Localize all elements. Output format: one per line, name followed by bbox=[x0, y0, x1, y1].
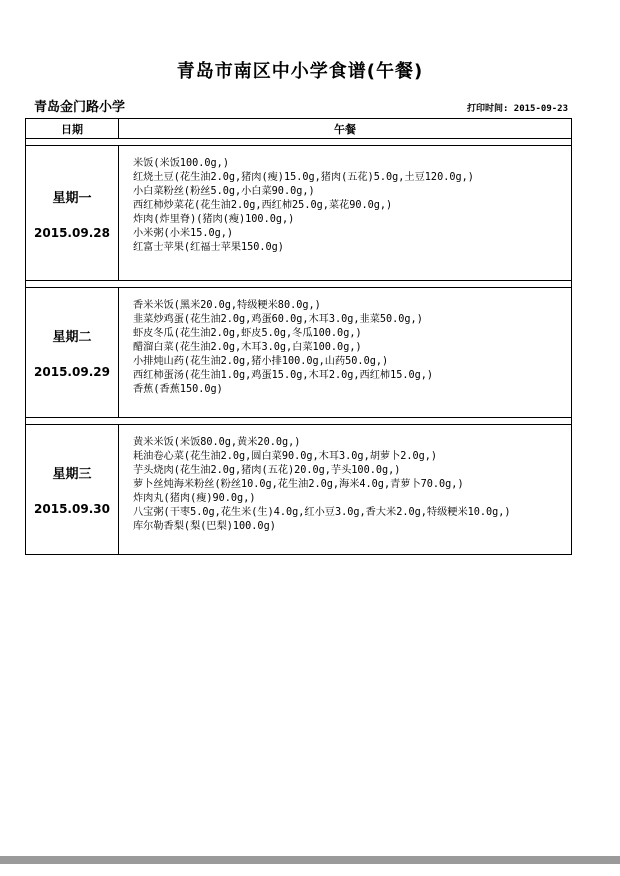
menu-item: 虾皮冬瓜(花生油2.0g,虾皮5.0g,冬瓜100.0g,) bbox=[133, 328, 362, 339]
page-title: 青岛市南区中小学食谱(午餐) bbox=[176, 61, 424, 82]
viewer-bottom-scrollbar[interactable] bbox=[0, 856, 620, 864]
menu-item: 芋头烧肉(花生油2.0g,猪肉(五花)20.0g,芋头100.0g,) bbox=[133, 465, 401, 476]
menu-item: 库尔勒香梨(梨(巴梨)100.0g) bbox=[133, 521, 276, 532]
menu-item: 西红柿炒菜花(花生油2.0g,西红柿25.0g,菜花90.0g,) bbox=[133, 200, 393, 211]
menu-item: 黄米米饭(米饭80.0g,黄米20.0g,) bbox=[133, 437, 301, 448]
table-header-row bbox=[26, 119, 572, 139]
row-spacer bbox=[26, 281, 572, 288]
row-spacer bbox=[26, 139, 572, 146]
menu-item: 香米米饭(黑米20.0g,特级粳米80.0g,) bbox=[133, 300, 321, 311]
menu-item: 醋溜白菜(花生油2.0g,木耳3.0g,白菜100.0g,) bbox=[133, 342, 362, 353]
menu-item: 小白菜粉丝(粉丝5.0g,小白菜90.0g,) bbox=[133, 186, 315, 197]
date-label: 2015.09.29 bbox=[34, 365, 110, 379]
menu-item: 香蕉(香蕉150.0g) bbox=[133, 384, 223, 395]
table-row bbox=[26, 425, 572, 555]
menu-item: 耗油卷心菜(花生油2.0g,圆白菜90.0g,木耳3.0g,胡萝卜2.0g,) bbox=[133, 451, 438, 462]
weekday-label: 星期三 bbox=[52, 467, 92, 482]
date-cell bbox=[26, 288, 119, 418]
school-name: 青岛金门路小学 bbox=[34, 100, 126, 115]
print-time: 打印时间: 2015-09-23 bbox=[466, 104, 568, 114]
menu-item: 炸肉丸(猪肉(瘦)90.0g,) bbox=[133, 493, 256, 504]
menu-item: 小排炖山药(花生油2.0g,猪小排100.0g,山药50.0g,) bbox=[133, 356, 389, 367]
menu-item: 韭菜炒鸡蛋(花生油2.0g,鸡蛋60.0g,木耳3.0g,韭菜50.0g,) bbox=[133, 314, 423, 325]
menu-item: 萝卜丝炖海米粉丝(粉丝10.0g,花生油2.0g,海米4.0g,青萝卜70.0g,) bbox=[133, 479, 464, 490]
table-row bbox=[26, 288, 572, 418]
row-spacer bbox=[26, 418, 572, 425]
lunch-items-cell bbox=[119, 146, 572, 281]
menu-table bbox=[25, 118, 572, 555]
menu-item: 红烧土豆(花生油2.0g,猪肉(瘦)15.0g,猪肉(五花)5.0g,土豆120.0g,) bbox=[133, 172, 474, 183]
menu-item: 炸肉(炸里脊)(猪肉(瘦)100.0g,) bbox=[133, 214, 295, 225]
table-row bbox=[26, 146, 572, 281]
menu-item: 小米粥(小米15.0g,) bbox=[133, 228, 234, 239]
lunch-column-header: 午餐 bbox=[119, 119, 572, 139]
weekday-label: 星期一 bbox=[52, 190, 92, 206]
date-cell bbox=[26, 146, 119, 281]
lunch-items-cell bbox=[119, 288, 572, 418]
lunch-items-cell bbox=[119, 425, 572, 555]
date-label: 2015.09.28 bbox=[34, 225, 110, 240]
menu-item: 红富士苹果(红福士苹果150.0g) bbox=[133, 242, 284, 253]
date-column-header: 日期 bbox=[26, 119, 119, 139]
menu-item: 米饭(米饭100.0g,) bbox=[133, 158, 229, 169]
date-cell bbox=[26, 425, 119, 555]
menu-item: 西红柿蛋汤(花生油1.0g,鸡蛋15.0g,木耳2.0g,西红柿15.0g,) bbox=[133, 370, 434, 381]
date-label: 2015.09.30 bbox=[34, 502, 110, 516]
weekday-label: 星期二 bbox=[52, 330, 92, 345]
menu-item: 八宝粥(干枣5.0g,花生米(生)4.0g,红小豆3.0g,香大米2.0g,特级粳米10.0g,) bbox=[133, 507, 511, 518]
